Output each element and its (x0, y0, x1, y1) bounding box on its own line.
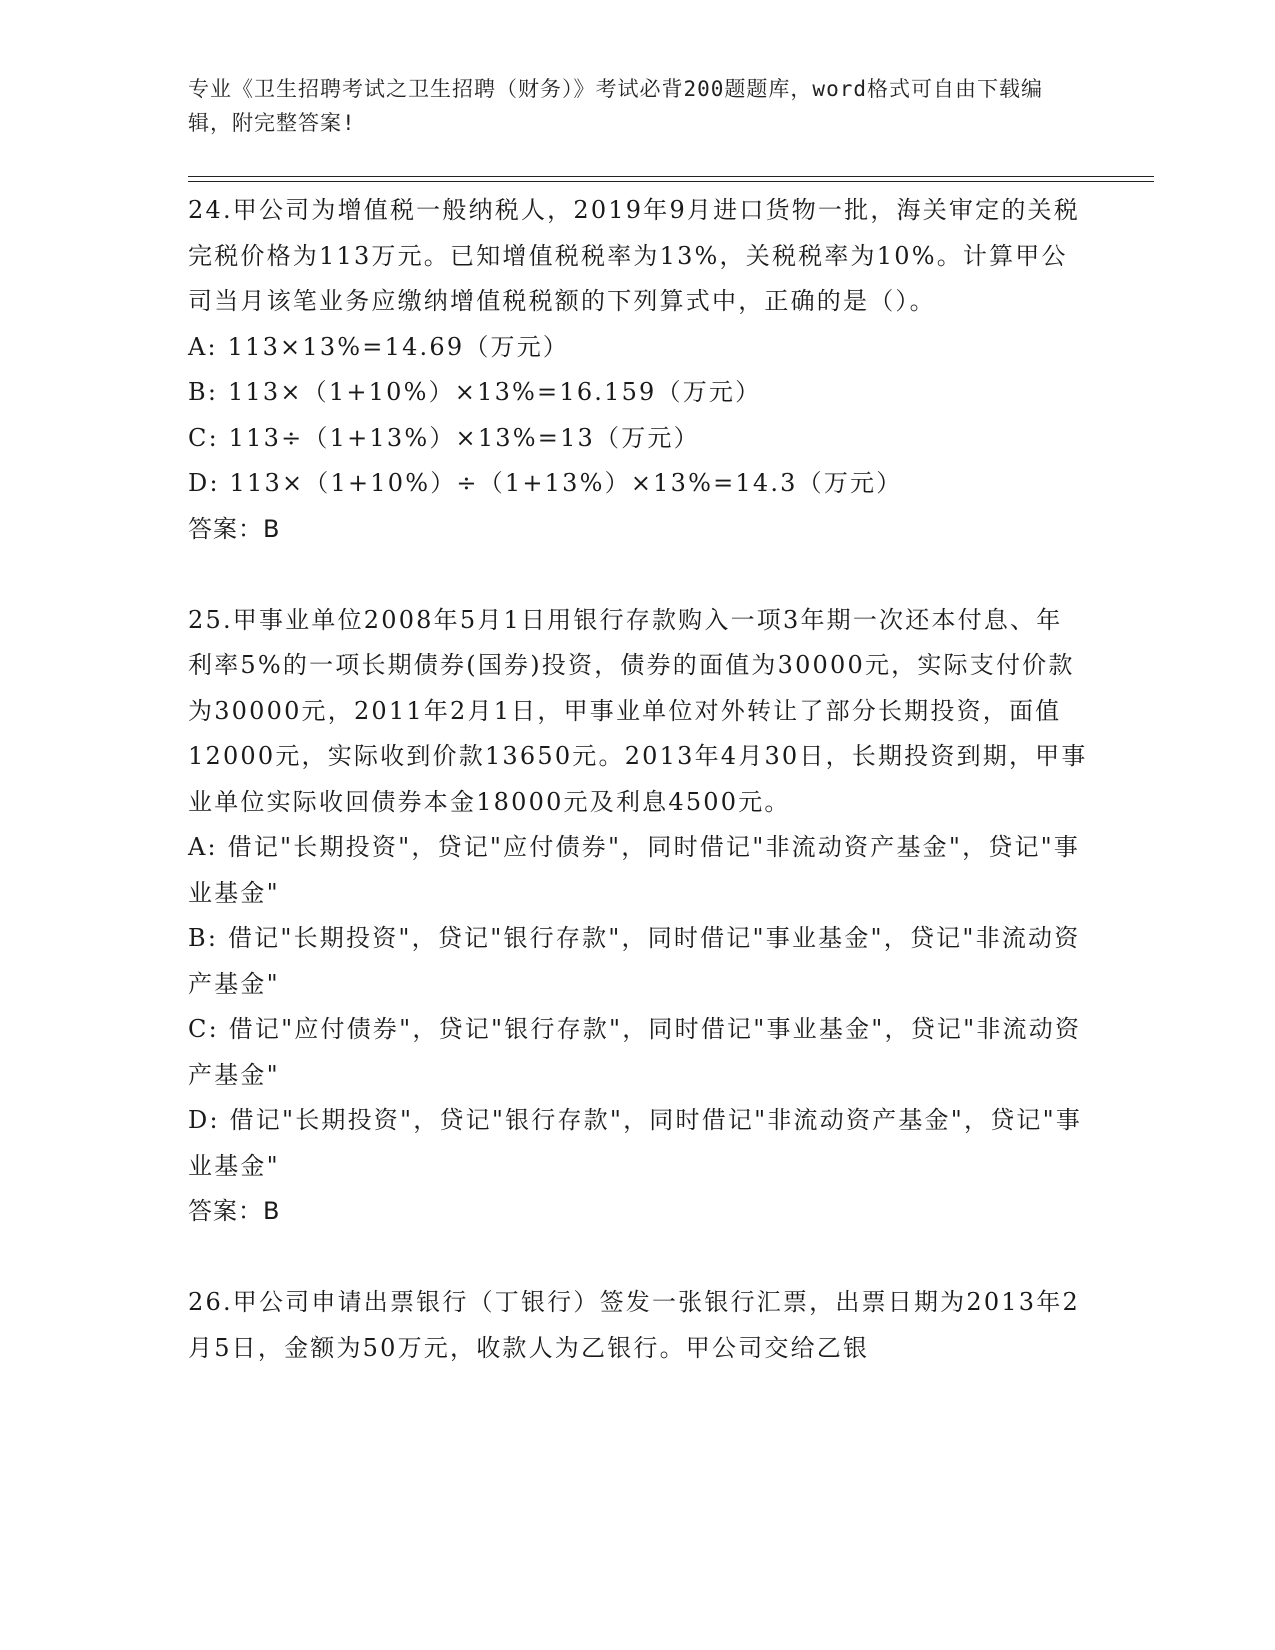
question-stem: 26.甲公司申请出票银行（丁银行）签发一张银行汇票，出票日期为2013年2月5日，金额为50万元，收款人为乙银行。甲公司交给乙银 (188, 1288, 1080, 1362)
question-list (188, 188, 1088, 1371)
spacer (188, 1235, 1088, 1281)
option-d: D: 借记"长期投资"，贷记"银行存款"，同时借记"非流动资产基金"，贷记"事业基金" (188, 1106, 1083, 1180)
question-item (188, 598, 1088, 1235)
spacer (188, 552, 1088, 598)
header-divider (188, 176, 1154, 177)
option-a: A: 借记"长期投资"，贷记"应付债券"，同时借记"非流动资产基金"，贷记"事业基金" (188, 833, 1081, 907)
question-item (188, 188, 1088, 552)
option-b: B: 借记"长期投资"，贷记"银行存款"，同时借记"事业基金"，贷记"非流动资产基金" (188, 924, 1081, 998)
option-b: B: 113×（1+10%）×13%=16.159（万元） (188, 378, 762, 406)
option-d: D: 113×（1+10%）÷（1+13%）×13%=14.3（万元） (188, 469, 903, 497)
answer-line: 答案：B (188, 1197, 281, 1225)
header-divider-thin (188, 181, 1154, 182)
question-stem: 24.甲公司为增值税一般纳税人，2019年9月进口货物一批，海关审定的关税完税价格为113万元。已知增值税税率为13%，关税税率为10%。计算甲公司当月该笔业务应缴纳增值税税额的下列算式中，正确的是（）。 (188, 196, 1080, 315)
question-item (188, 1280, 1088, 1371)
option-a: A: 113×13%=14.69（万元） (188, 332, 570, 361)
option-c: C: 113÷（1+13%）×13%=13（万元） (188, 423, 700, 452)
document-header: 专业《卫生招聘考试之卫生招聘（财务）》考试必背200题题库，word格式可自由下载编辑，附完整答案! (188, 77, 1043, 135)
option-c: C: 借记"应付债券"，贷记"银行存款"，同时借记"事业基金"，贷记"非流动资产基金" (188, 1015, 1082, 1089)
answer-line: 答案：B (188, 514, 281, 543)
question-stem: 25.甲事业单位2008年5月1日用银行存款购入一项3年期一次还本付息、年利率5%的一项长期债券(国券)投资，债券的面值为30000元，实际支付价款为30000元，2011年2月1日，甲事业单位对外转让了部分长期投资，面值12000元，实际收到价款13650元。2013年4月30日，长期投资到期，甲事业单位实际收回债券本金18000元及利息4500元。 (188, 605, 1088, 816)
